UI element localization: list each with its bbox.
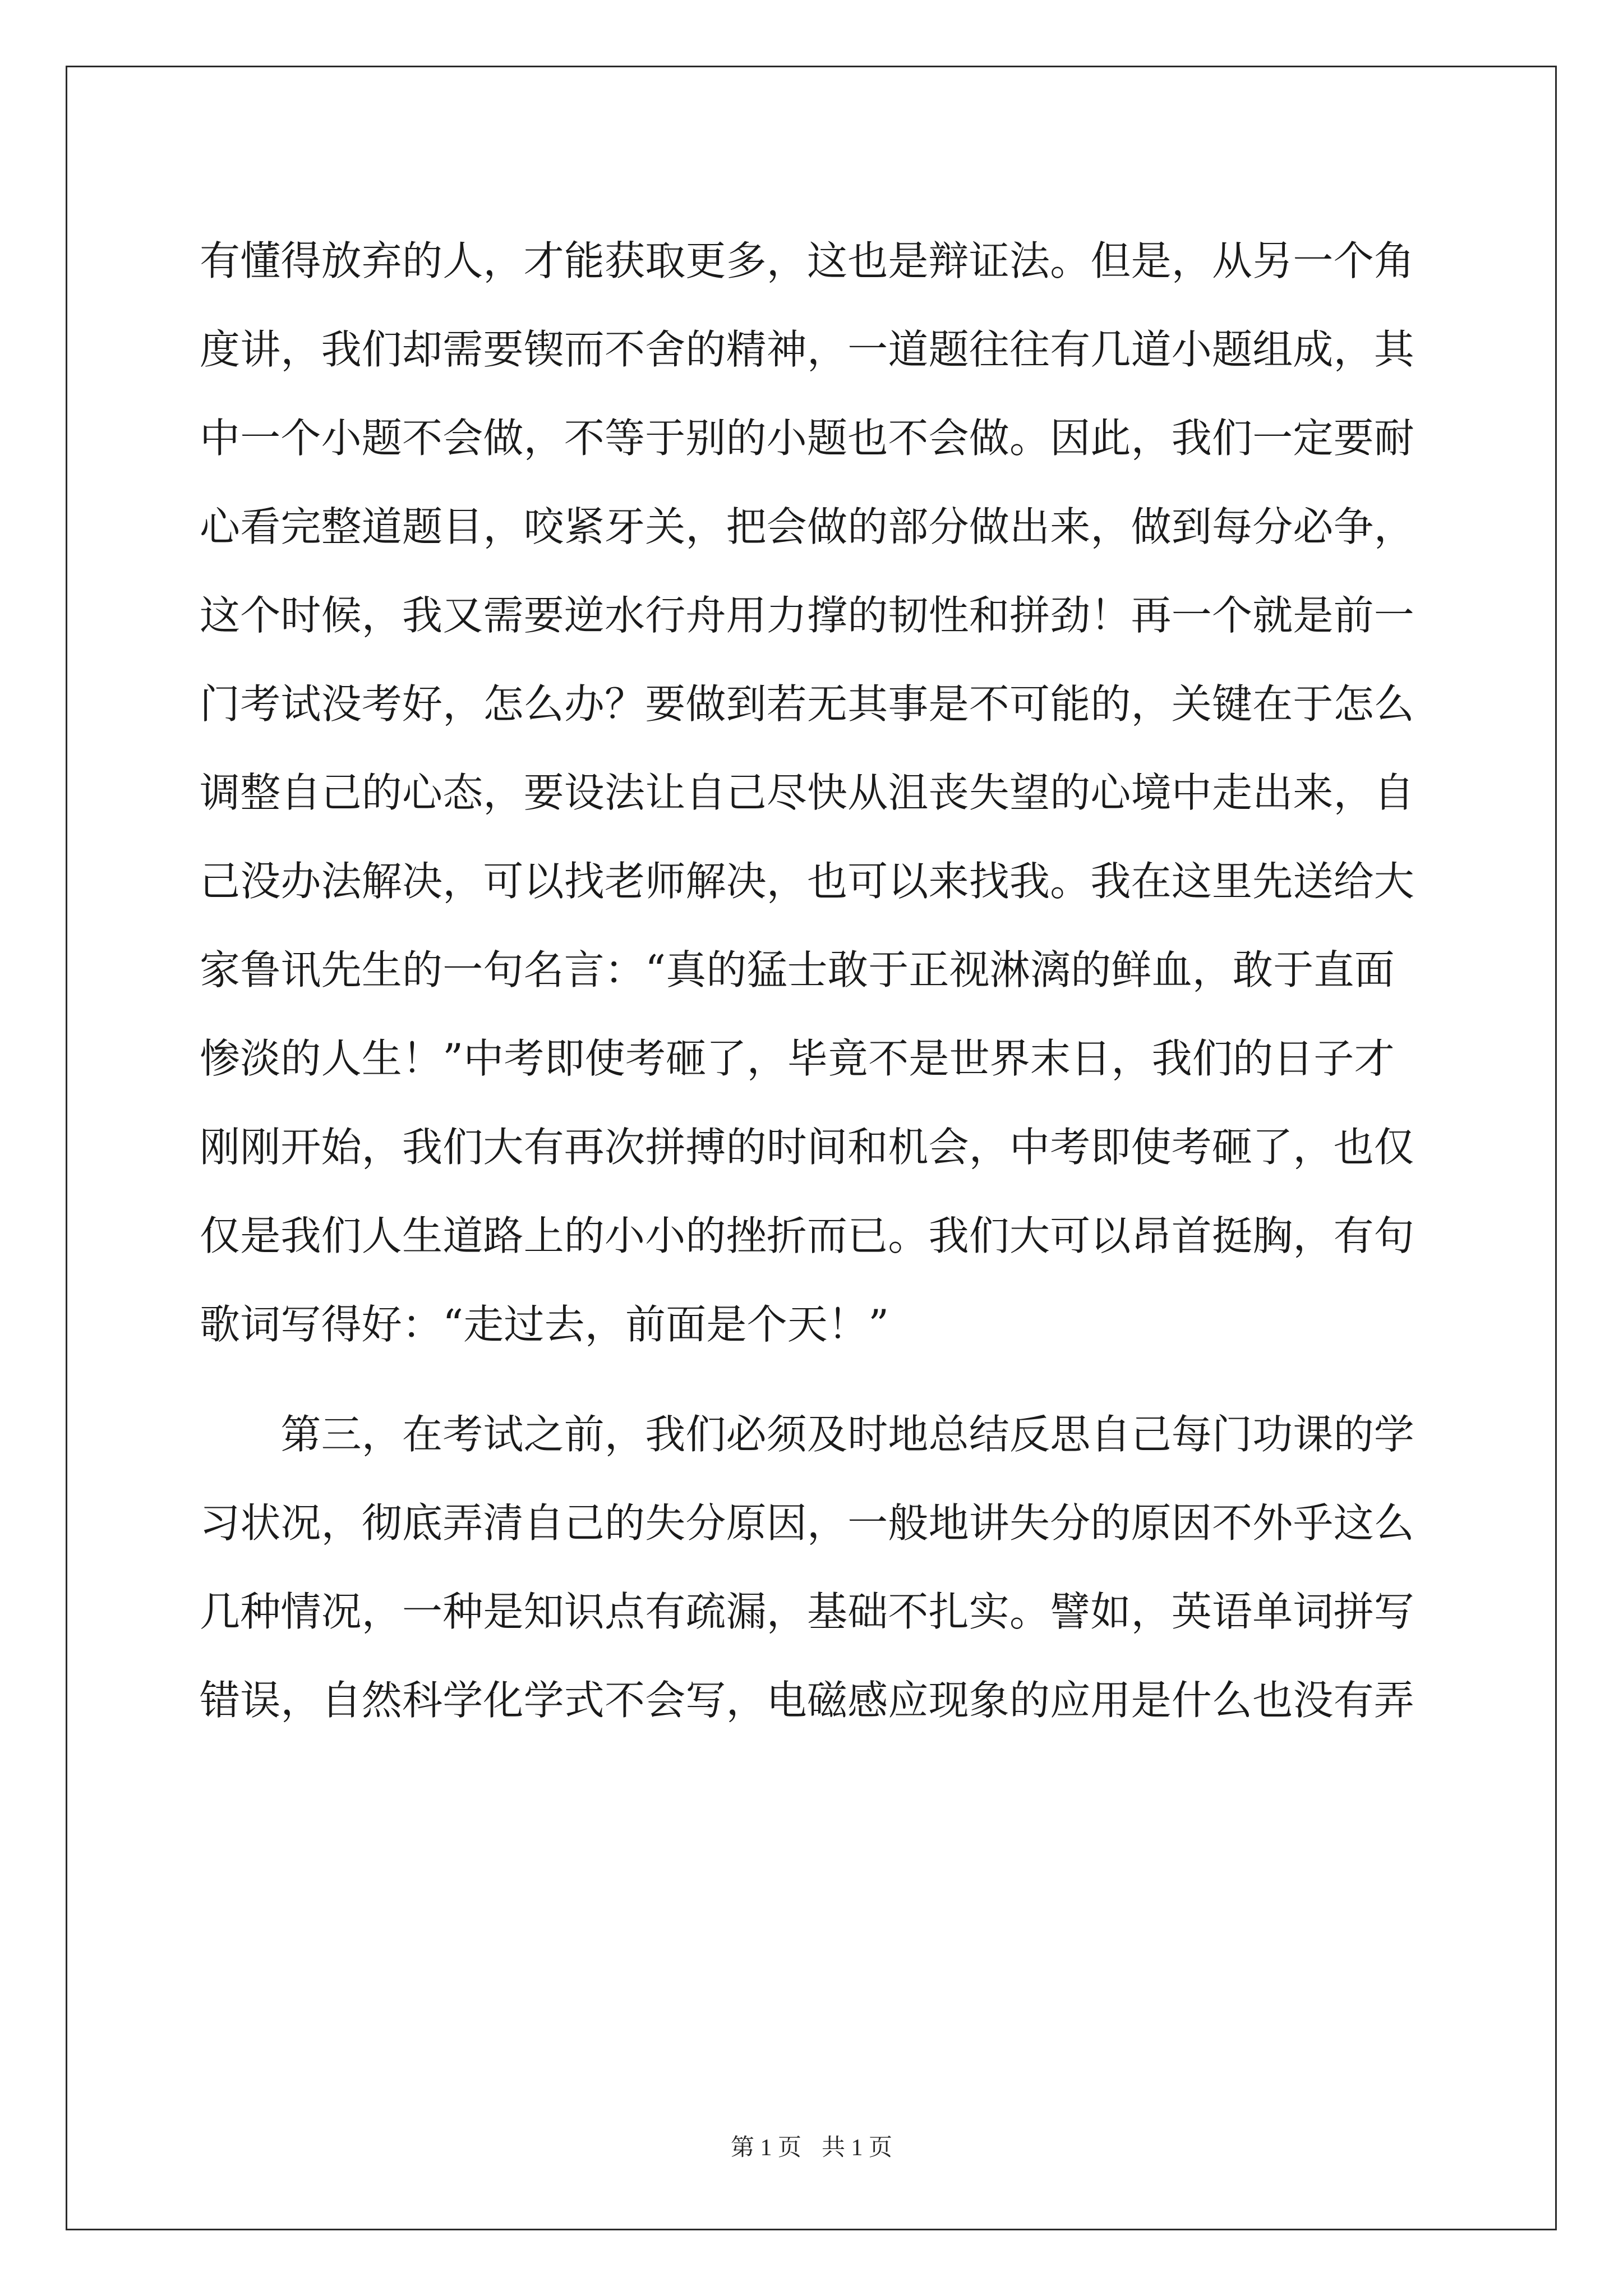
text-line: 家鲁讯先生的一句名言：“真的猛士敢于正视淋漓的鲜血，敢于直面 xyxy=(200,946,1395,993)
text-line: 调整自己的心态，要设法让自己尽快从沮丧失望的心境中走出来，自 xyxy=(200,769,1415,816)
text-line: 刚刚开始，我们大有再次拼搏的时间和机会，中考即使考砸了，也仅 xyxy=(200,1124,1415,1171)
text-line: 己没办法解决，可以找老师解决，也可以来找我。我在这里先送给大 xyxy=(200,858,1415,905)
text-line: 仅是我们人生道路上的小小的挫折而已。我们大可以昂首挺胸，有句 xyxy=(200,1212,1415,1259)
text-line: 错误，自然科学化学式不会写，电磁感应现象的应用是什么也没有弄 xyxy=(200,1677,1415,1724)
paragraph-2 xyxy=(200,1390,1433,1745)
document-body xyxy=(200,217,1433,1745)
text-line: 几种情况，一种是知识点有疏漏，基础不扎实。譬如，英语单词拼写 xyxy=(200,1588,1415,1635)
text-line: 度讲，我们却需要锲而不舍的精神，一道题往往有几道小题组成，其 xyxy=(200,326,1415,373)
paragraph-spacer xyxy=(200,1369,1433,1390)
text-line: 这个时候，我又需要逆水行舟用力撑的韧性和拼劲！再一个就是前一 xyxy=(200,592,1415,639)
page-footer xyxy=(0,2129,1623,2162)
text-line: 有懂得放弃的人，才能获取更多，这也是辩证法。但是，从另一个角 xyxy=(200,237,1415,284)
text-line: 习状况，彻底弄清自己的失分原因，一般地讲失分的原因不外乎这么 xyxy=(200,1499,1415,1547)
text-line: 心看完整道题目，咬紧牙关，把会做的部分做出来，做到每分必争， xyxy=(200,503,1415,550)
text-line: 第三，在考试之前，我们必须及时地总结反思自己每门功课的学 xyxy=(200,1411,1415,1458)
text-line: 歌词写得好：“走过去，前面是个天！” xyxy=(200,1301,889,1348)
paragraph-1 xyxy=(200,217,1433,1369)
text-line: 惨淡的人生！”中考即使考砸了，毕竟不是世界末日，我们的日子才 xyxy=(200,1035,1395,1082)
page-total: 共 1 页 xyxy=(822,2135,893,2161)
page-number: 第 1 页 xyxy=(730,2135,801,2161)
text-line: 中一个小题不会做，不等于别的小题也不会做。因此，我们一定要耐 xyxy=(200,415,1415,462)
text-line: 门考试没考好，怎么办？要做到若无其事是不可能的，关键在于怎么 xyxy=(200,680,1415,728)
